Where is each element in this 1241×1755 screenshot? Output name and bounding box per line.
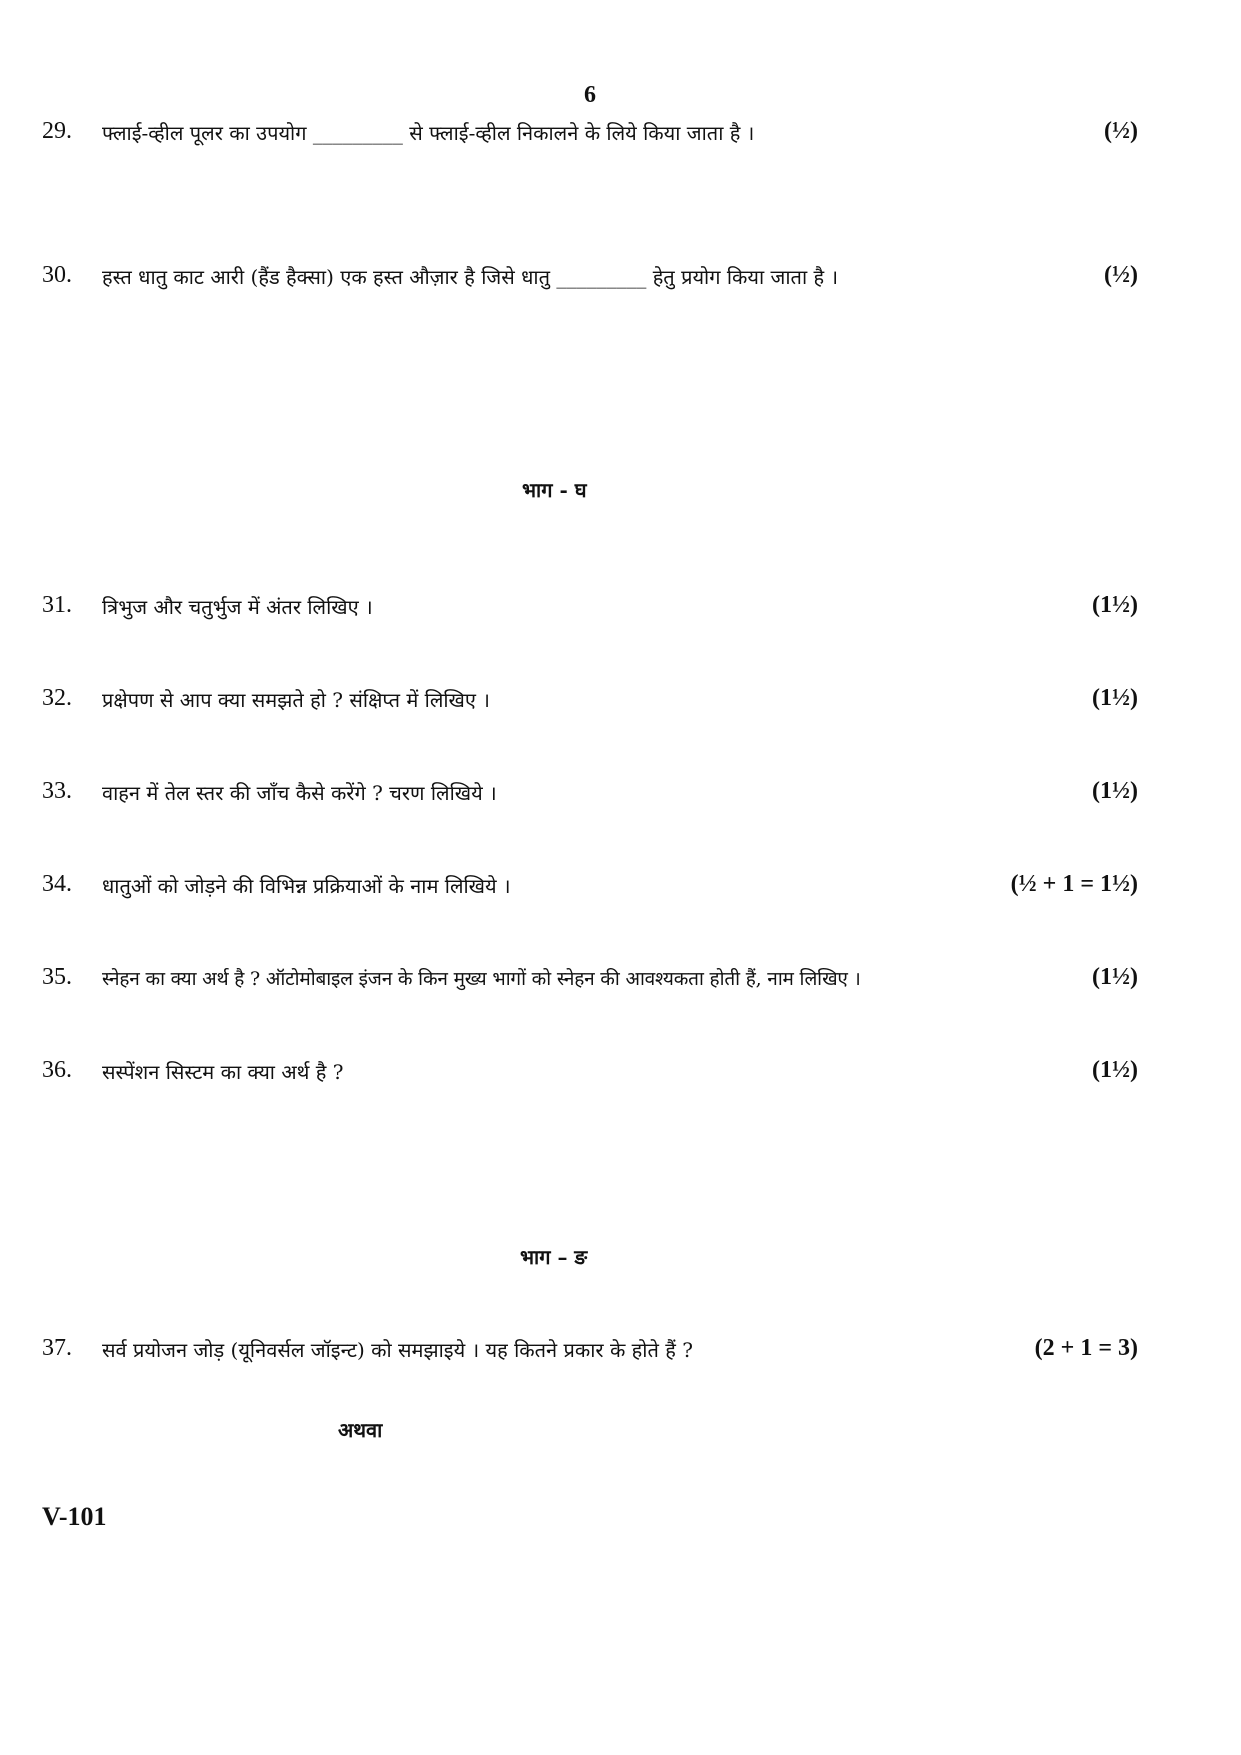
question-marks: (1½)	[1092, 592, 1138, 618]
question-number: 33.	[42, 778, 72, 804]
question-number: 30.	[42, 262, 72, 288]
question-marks: (1½)	[1092, 1057, 1138, 1083]
question-text: सस्पेंशन सिस्टम का क्या अर्थ है ?	[102, 1060, 344, 1084]
question-marks: (½)	[1104, 262, 1138, 288]
question-number: 35.	[42, 964, 72, 990]
question-30	[42, 262, 1138, 298]
question-number: 34.	[42, 871, 72, 897]
question-number: 32.	[42, 685, 72, 711]
page-number: 6	[584, 82, 596, 108]
question-number: 37.	[42, 1335, 72, 1361]
or-label: अथवा	[338, 1418, 383, 1442]
question-text: सर्व प्रयोजन जोड़ (यूनिवर्सल जॉइन्ट) को समझाइये । यह कितने प्रकार के होते हैं ?	[102, 1338, 693, 1362]
question-35	[42, 964, 1138, 1000]
question-text: त्रिभुज और चतुर्भुज में अंतर लिखिए ।	[102, 595, 373, 619]
paper-code: V-101	[42, 1502, 107, 1531]
question-marks: (1½)	[1092, 778, 1138, 804]
section-d-heading: भाग - घ	[522, 478, 587, 502]
question-text: वाहन में तेल स्तर की जाँच कैसे करेंगे ? चरण लिखिये ।	[102, 781, 497, 805]
question-33	[42, 778, 1138, 814]
question-number: 29.	[42, 118, 72, 144]
question-text: स्नेहन का क्या अर्थ है ? ऑटोमोबाइल इंजन के किन मुख्य भागों को स्नेहन की आवश्यकता होती हैं, नाम लिखिए ।	[102, 968, 861, 990]
question-34	[42, 871, 1138, 907]
question-36	[42, 1057, 1138, 1093]
question-number: 31.	[42, 592, 72, 618]
question-marks: (½)	[1104, 118, 1138, 144]
section-e-heading: भाग – ङ	[520, 1245, 588, 1269]
question-marks: (2 + 1 = 3)	[1034, 1335, 1138, 1361]
question-text: फ्लाई-व्हील पूलर का उपयोग _________ से फ्लाई-व्हील निकालने के लिये किया जाता है ।	[102, 121, 755, 145]
question-marks: (1½)	[1092, 685, 1138, 711]
question-text: प्रक्षेपण से आप क्या समझते हो ? संक्षिप्त में लिखिए ।	[102, 688, 490, 712]
question-37	[42, 1335, 1138, 1371]
question-marks: (1½)	[1092, 964, 1138, 990]
question-text: हस्त धातु काट आरी (हैंड हैक्सा) एक हस्त औज़ार है जिसे धातु _________ हेतु प्रयोग किया जाता है ।	[102, 265, 839, 289]
question-marks: (½ + 1 = 1½)	[1010, 871, 1138, 897]
question-text: धातुओं को जोड़ने की विभिन्न प्रक्रियाओं के नाम लिखिये ।	[102, 874, 511, 898]
question-32	[42, 685, 1138, 721]
question-number: 36.	[42, 1057, 72, 1083]
question-31	[42, 592, 1138, 628]
question-29	[42, 118, 1138, 154]
